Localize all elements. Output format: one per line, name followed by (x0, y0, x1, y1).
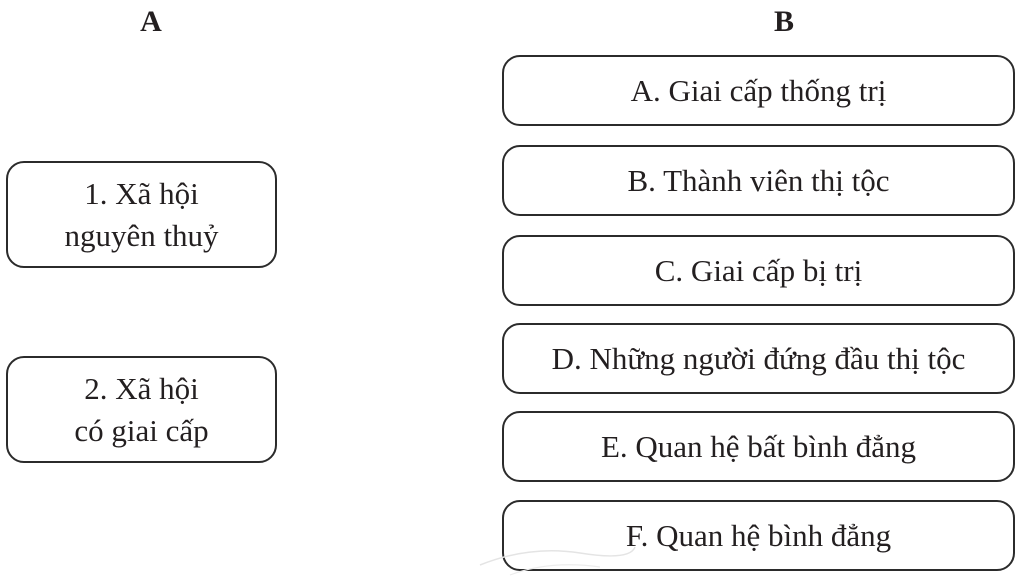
column-b-item-b (502, 145, 1015, 216)
column-a-item-2-line-1: 2. Xã hội (84, 370, 199, 406)
column-b-item-b-text: B. Thành viên thị tộc (627, 162, 890, 198)
column-b-item-e (502, 411, 1015, 482)
column-b-item-a-text: A. Giai cấp thống trị (630, 72, 887, 108)
column-a-item-2 (6, 356, 277, 463)
column-b-item-d-text: D. Những người đứng đầu thị tộc (551, 340, 966, 376)
column-a-item-1-line-2: nguyên thuỷ (64, 217, 219, 253)
column-a-item-1-line-1: 1. Xã hội (84, 175, 199, 211)
column-b-item-a (502, 55, 1015, 126)
column-b-heading: B (773, 5, 794, 38)
column-a-item-1 (6, 161, 277, 268)
column-b-item-d (502, 323, 1015, 394)
column-a-item-2-line-2: có giai cấp (74, 412, 209, 448)
column-b-item-c-text: C. Giai cấp bị trị (654, 252, 863, 288)
column-b-item-f (502, 500, 1015, 571)
column-b-item-f-text: F. Quan hệ bình đẳng (625, 517, 892, 553)
column-b-item-c (502, 235, 1015, 306)
column-a-heading: A (140, 5, 162, 38)
column-b-item-e-text: E. Quan hệ bất bình đẳng (600, 428, 917, 464)
